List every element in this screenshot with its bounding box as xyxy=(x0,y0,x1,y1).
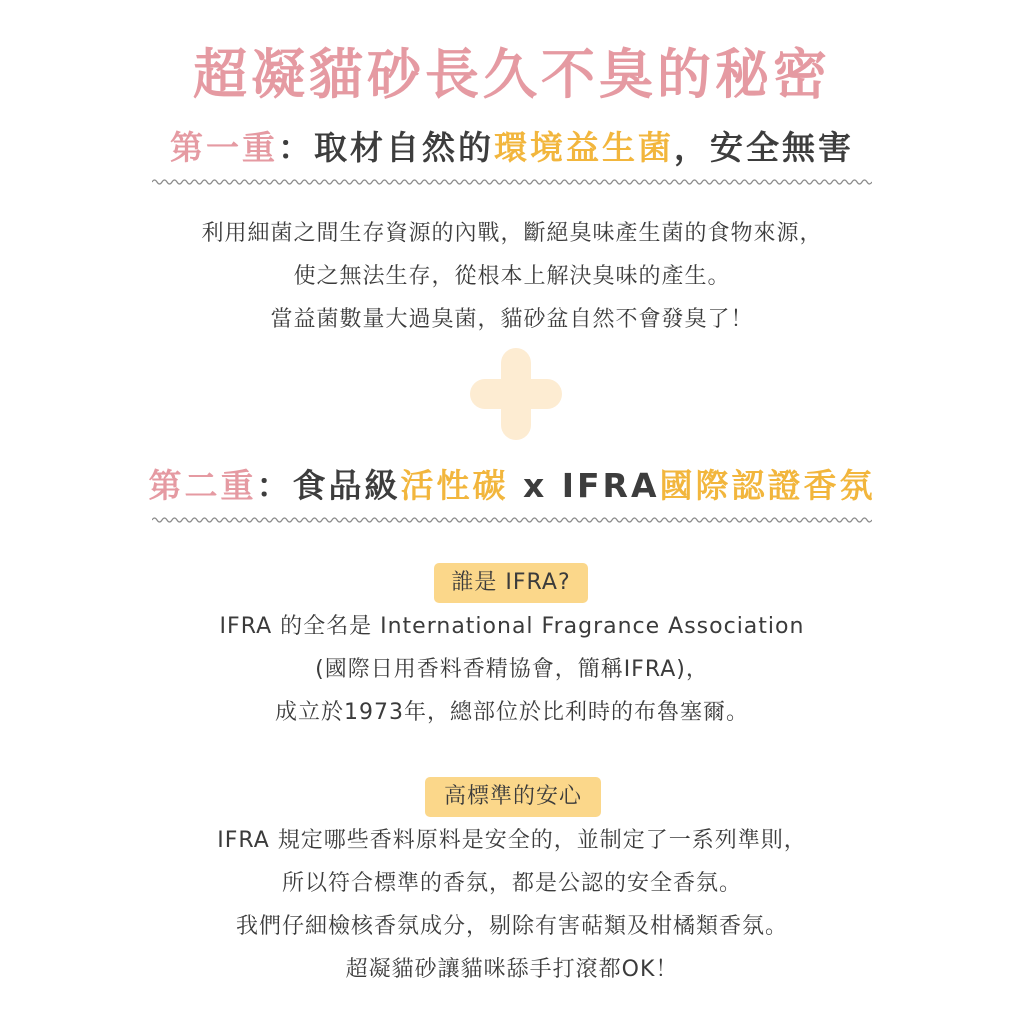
body-line: IFRA 的全名是 International Fragrance Association xyxy=(219,614,805,639)
page-title: 超凝貓砂長久不臭的秘密 xyxy=(193,43,831,106)
section1-heading-highlight: 環境益生菌 xyxy=(494,128,674,167)
section2-heading-highlight1: 活性碳 xyxy=(400,466,509,505)
body-line: 超凝貓砂讓貓咪舔手打滾都OK！ xyxy=(345,957,679,982)
wavy-divider xyxy=(152,176,872,188)
body-line: 成立於1973年，總部位於比利時的布魯塞爾。 xyxy=(275,700,749,725)
section1-heading-part2: ，安全無害 xyxy=(674,128,854,167)
section2-heading-prefix: 第二重 xyxy=(148,466,257,505)
section1-heading-prefix: 第一重 xyxy=(170,128,278,167)
body-line: 當益菌數量大過臭菌，貓砂盆自然不會發臭了！ xyxy=(270,307,754,332)
wavy-divider xyxy=(152,514,872,526)
section1-heading xyxy=(0,126,1024,170)
body-line: IFRA 規定哪些香料原料是安全的，並制定了一系列準則， xyxy=(217,828,807,853)
section1-heading-colon: ： xyxy=(278,128,314,167)
body-line: 利用細菌之間生存資源的內戰，斷絕臭味產生菌的食物來源， xyxy=(201,221,823,246)
who-is-ifra-body xyxy=(0,605,1024,734)
section2-heading-colon: ： xyxy=(256,466,293,505)
section1-heading-part1: 取材自然的 xyxy=(314,128,494,167)
high-standard-body xyxy=(0,819,1024,991)
section2-heading-part1: 食品級 xyxy=(292,466,401,505)
body-line: 所以符合標準的香氛，都是公認的安全香氛。 xyxy=(281,871,742,896)
body-line: 使之無法生存，從根本上解決臭味的產生。 xyxy=(293,264,731,289)
section2-heading-highlight2: 國際認證香氛 xyxy=(659,466,876,505)
body-line: 我們仔細檢核香氛成分，剔除有害萜類及柑橘類香氛。 xyxy=(235,914,788,939)
plus-icon xyxy=(470,348,562,440)
section2-heading xyxy=(0,464,1024,508)
body-line: (國際日用香料香精協會，簡稱IFRA)， xyxy=(315,657,709,682)
section2-heading-part2: x IFRA xyxy=(508,466,660,505)
who-is-ifra-tag: 誰是 IFRA? xyxy=(434,563,588,603)
high-standard-tag: 高標準的安心 xyxy=(425,777,601,817)
section1-body xyxy=(0,212,1024,341)
